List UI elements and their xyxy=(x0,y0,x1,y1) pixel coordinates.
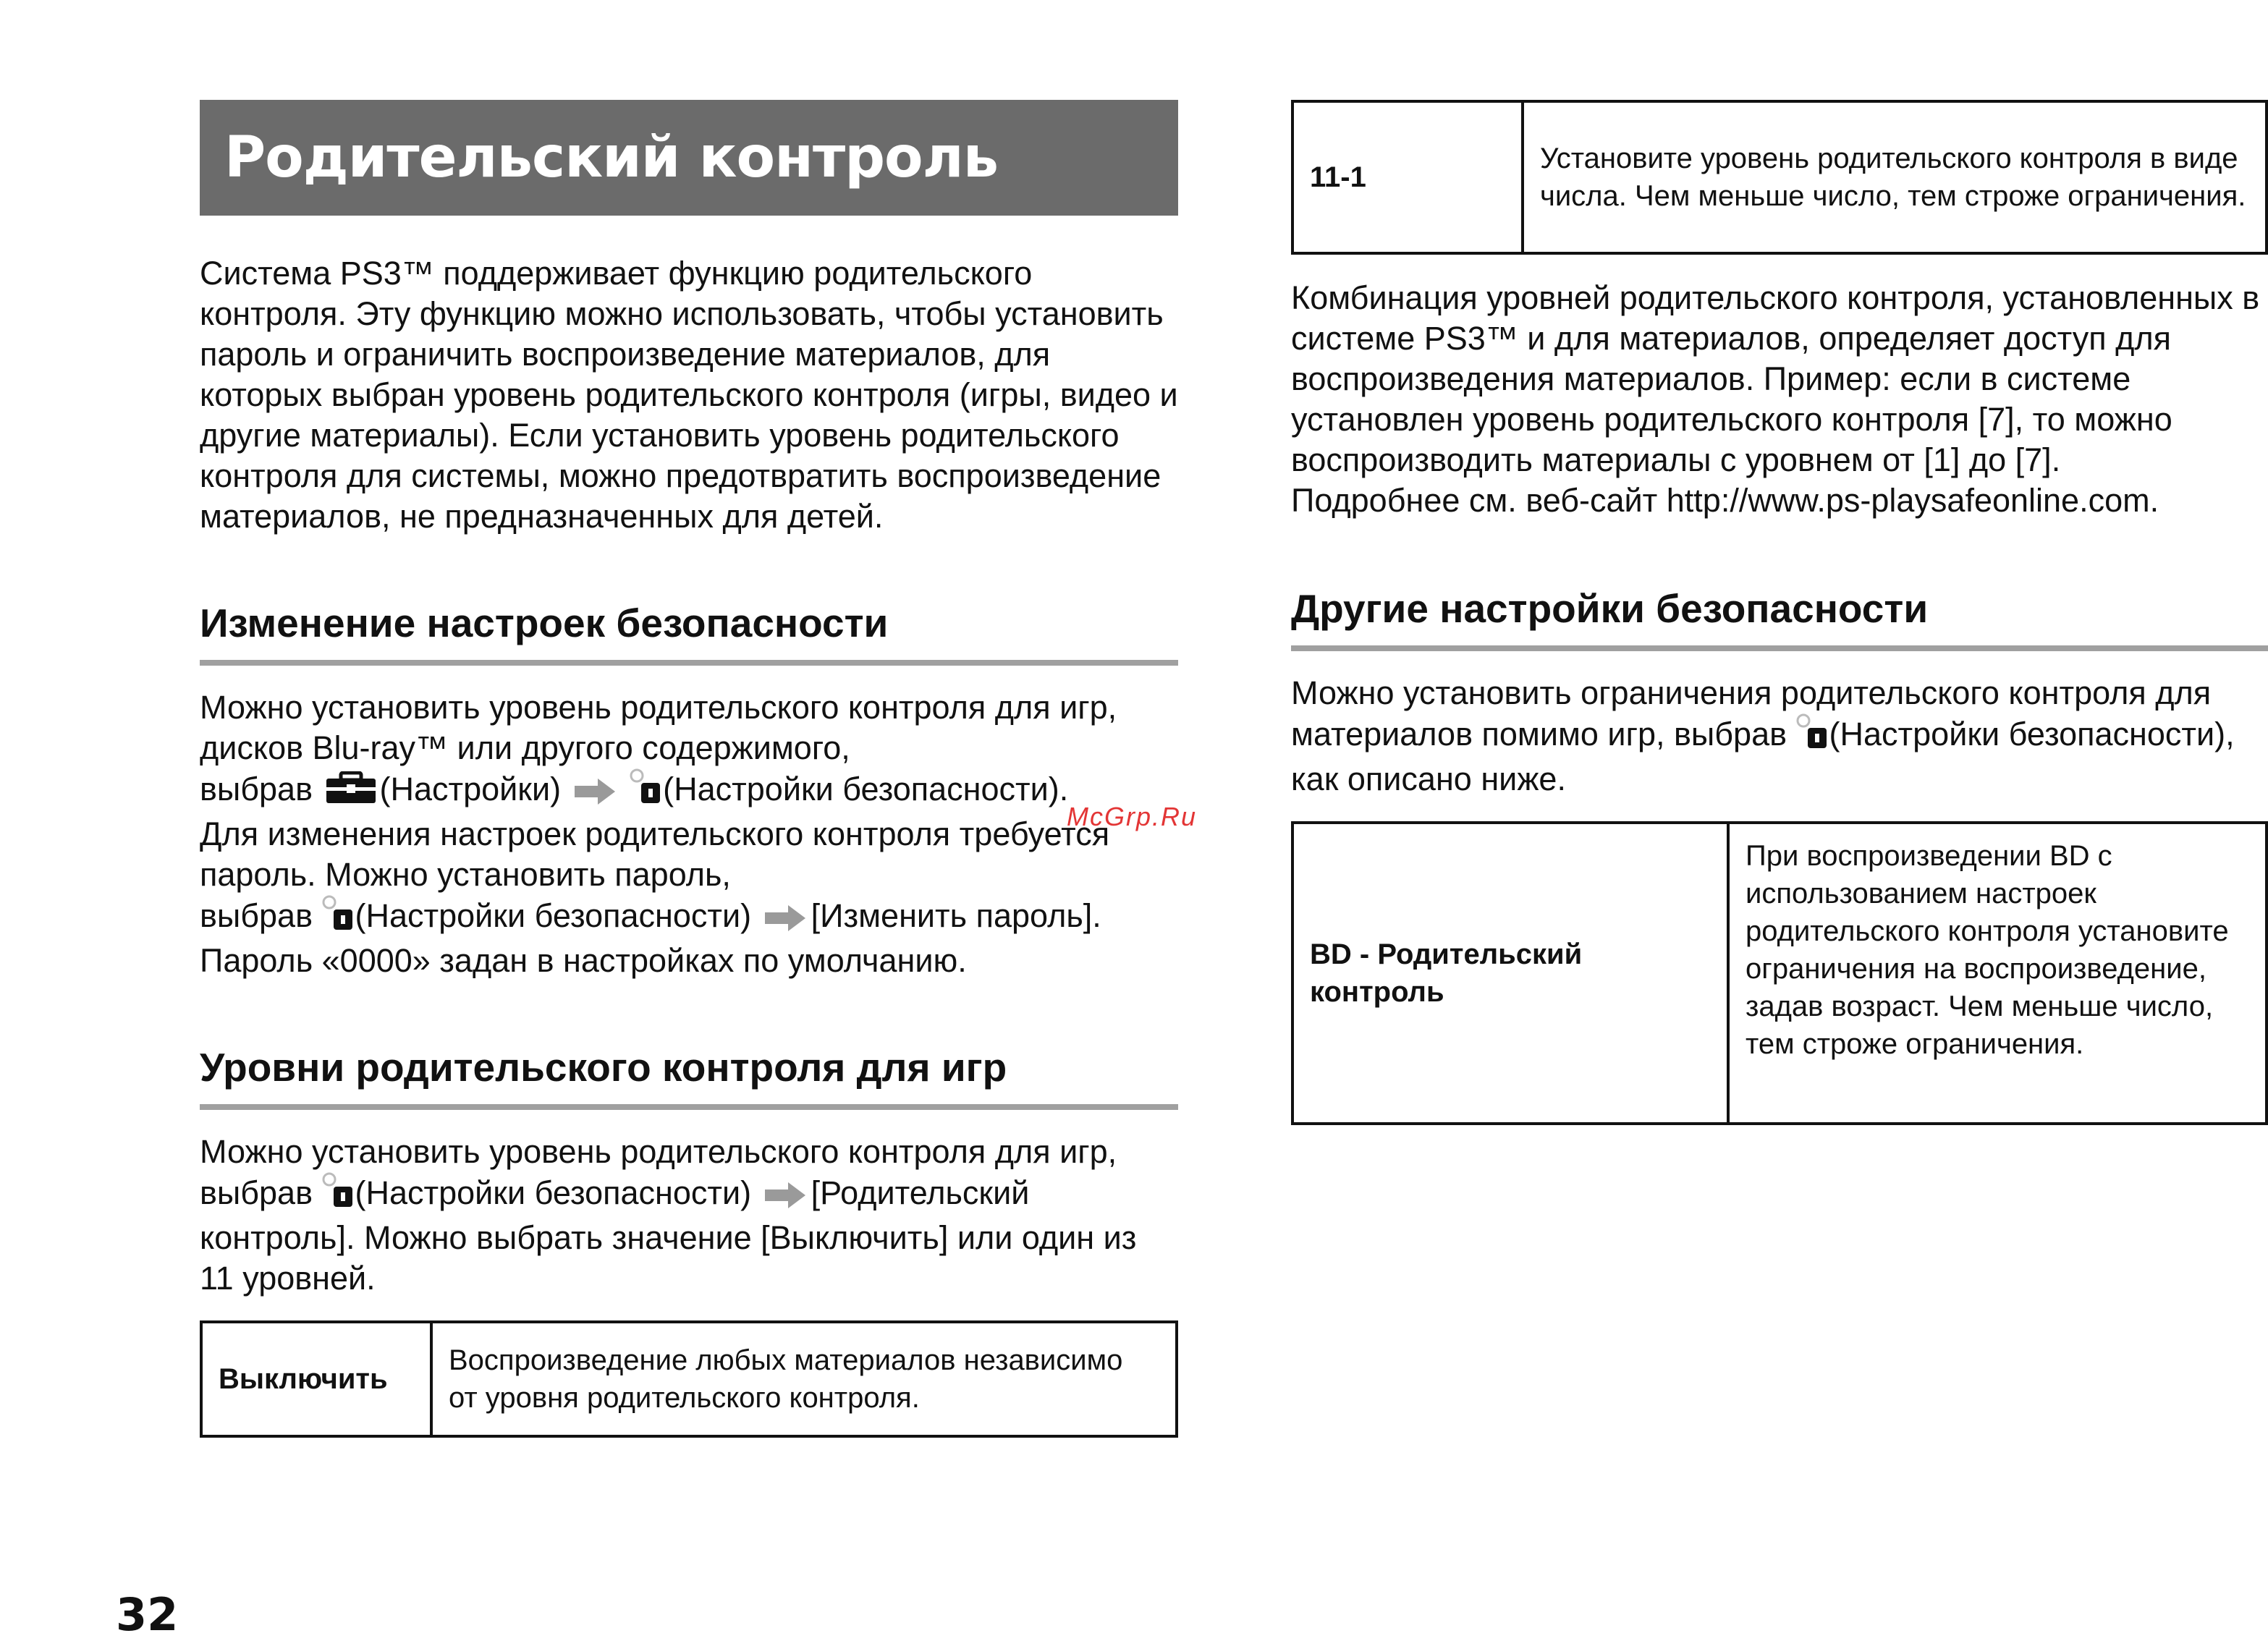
table-value: Воспроизведение любых материалов независимо от уровня родительского контроля. xyxy=(449,1344,1123,1414)
combo-paragraph: Комбинация уровней родительского контроля, установленных в системе PS3™ и для материалов, определяет доступ для воспроизведения материалов. Пример: если в системе установлен уровень родительского контроля [7], то можно воспроизводить материалы с уровнем от [1] до [7]. xyxy=(1291,279,2260,478)
watermark: McGrp.Ru xyxy=(1067,802,1198,831)
section1-line5: Пароль «0000» задан в настройках по умолчанию. xyxy=(200,942,967,979)
table-value: При воспроизведении BD с использованием настроек родительского контроля установите ограничения на воспроизведение, задав возраст. Чем меньше число, тем строже ограничения. xyxy=(1746,840,2229,1060)
toolbox-icon xyxy=(322,771,380,814)
right-column xyxy=(1291,100,2268,1125)
arrow-right-icon xyxy=(765,902,807,930)
section3-body xyxy=(1291,673,2268,800)
section1-line2-prefix: выбрав xyxy=(200,771,313,807)
security-label: (Настройки безопасности). xyxy=(663,771,1069,807)
section2-heading: Уровни родительского контроля для игр xyxy=(200,1043,1178,1110)
security-label: (Настройки безопасности), как описано ниже. xyxy=(1291,716,2235,797)
off-table xyxy=(200,1320,1178,1438)
page-title: Родительский контроль xyxy=(200,100,1178,216)
bd-table xyxy=(1291,821,2268,1125)
lock-icon xyxy=(322,1172,355,1218)
table-key: BD - Родительский контроль xyxy=(1294,824,1730,1122)
arrow-right-icon xyxy=(765,1179,807,1208)
section1-line3: Для изменения настроек родительского контроля требуется пароль. Можно установить пароль, xyxy=(200,815,1110,893)
table-value: Установите уровень родительского контроля в виде числа. Чем меньше число, тем строже ограничения. xyxy=(1540,143,2246,212)
levels-table xyxy=(1291,100,2268,255)
table-key: 11-1 xyxy=(1294,103,1524,252)
table-key: Выключить xyxy=(203,1323,433,1435)
section2-body xyxy=(200,1132,1178,1299)
lock-icon xyxy=(630,768,663,814)
section1-body xyxy=(200,687,1178,981)
lock-icon xyxy=(322,895,355,941)
security-label: (Настройки безопасности) xyxy=(355,897,752,934)
settings-label: (Настройки) xyxy=(379,771,562,807)
section2-text-suffix: [Родительский контроль]. Можно выбрать значение [Выключить] или один из 11 уровней. xyxy=(200,1174,1137,1297)
lock-icon xyxy=(1796,713,1829,759)
arrow-right-icon xyxy=(575,775,617,804)
intro-paragraph: Система PS3™ поддерживает функцию родительского контроля. Эту функцию можно использовать, чтобы установить пароль и ограничить воспроизведение материалов, для которых выбран уровень родительского контроля (игры, видео и другие материалы). Если установить уровень родительского контроля для системы, можно предотвратить воспроизведение материалов, не предназначенных для детей. xyxy=(200,255,1178,535)
more-info-link[interactable]: Подробнее см. веб-сайт http://www.ps-playsafeonline.com. xyxy=(1291,482,2159,519)
change-password-label: [Изменить пароль]. xyxy=(811,897,1101,934)
section3-text-prefix: Можно установить ограничения родительского контроля для материалов помимо игр, выбрав xyxy=(1291,674,2212,752)
page-number: 32 xyxy=(116,1588,179,1641)
section2-text-prefix: Можно установить уровень родительского контроля для игр, выбрав xyxy=(200,1133,1117,1211)
left-column xyxy=(200,100,1178,1438)
security-label: (Настройки безопасности) xyxy=(355,1174,752,1211)
section3-heading: Другие настройки безопасности xyxy=(1291,585,2268,651)
section1-heading: Изменение настроек безопасности xyxy=(200,599,1178,666)
section1-line1: Можно установить уровень родительского контроля для игр, дисков Blu-ray™ или другого содержимого, xyxy=(200,689,1117,766)
section1-line4-prefix: выбрав xyxy=(200,897,313,934)
